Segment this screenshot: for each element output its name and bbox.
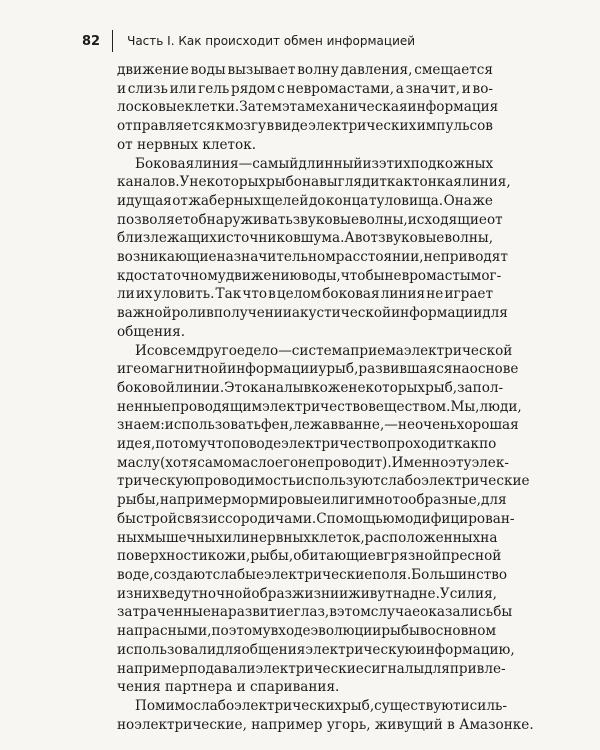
- text-line: затраченные на развитие глаз, в этом случае оказались бы: [117, 604, 513, 621]
- text-line: трическую проводимость используют слабоэлектрические: [117, 473, 530, 490]
- text-line: ных мышечных или нервных клеток, расположенных на: [117, 529, 498, 546]
- running-title: Часть I. Как происходит обмен информацией: [127, 34, 416, 48]
- text-line: боковой линии. Это каналы в коже некоторых рыб, запол-: [117, 379, 504, 396]
- text-line: к достаточному движению воды, чтобы невромасты мог-: [117, 267, 502, 284]
- text-line: важной роли в получении акустической информации для: [117, 305, 508, 322]
- text-line: знаем: использовать фен, лежа в ванне, — не очень хорошая: [117, 417, 519, 434]
- paragraph: [117, 61, 499, 155]
- text-line: ли их уловить. Так что в целом боковая линия не играет: [117, 286, 493, 303]
- text-line: воде, создают слабые электрические поля. Большинство: [117, 566, 508, 583]
- text-line: ненные проводящим электричество веществом. Мы, люди,: [117, 398, 522, 415]
- text-line: например подавали электрические сигналы для привле-: [117, 660, 506, 677]
- text-line: напрасными, поэтому в ходе эволюции рыбы в основном: [117, 623, 497, 640]
- text-line: поверхности кожи, рыбы, обитающие в грязной пресной: [117, 548, 502, 565]
- text-line: возникающие на значительном расстоянии, не приводят: [117, 249, 508, 266]
- text-line: из них ведут ночной образ жизни и живут на дне. Усилия,: [117, 585, 497, 602]
- text-line: позволяет обнаруживать звуковые волны, исходящие от: [117, 211, 503, 228]
- text-line: Боковая линия — самый длинный из этих подкожных: [135, 155, 494, 172]
- text-line: И совсем другое дело — система приема электрической: [135, 342, 513, 359]
- text-line: идея, потому что по воде электричество проходит как по: [117, 436, 497, 453]
- text-line: движение воды вызывает волну давления, смещается: [117, 62, 493, 78]
- text-line: близлежащих источников шума. А вот звуковые волны,: [117, 230, 494, 247]
- text-line: от нервных клеток.: [117, 136, 257, 153]
- text-line: и геомагнитной информации у рыб, развившаяся на основе: [117, 361, 519, 378]
- text-line: ноэлектрические, например угорь, живущий в Амазонке.: [117, 716, 534, 733]
- text-line: Помимо слабоэлектрических рыб, существуют и силь-: [135, 697, 507, 714]
- text-line: отправляется к мозгу в виде электрических импульсов: [117, 118, 493, 135]
- text-line: и слизь или гель рядом с невромастами, а значит, и во-: [117, 80, 493, 97]
- text-line: каналов. У некоторых рыб она выглядит как тонкая линия,: [117, 174, 511, 191]
- text-line: рыбы, например мормировые или гимнотообразные, для: [117, 492, 507, 509]
- text-line: лосковые клетки. Затем эта механическая информация: [117, 99, 499, 116]
- text-line: использовали для общения электрическую информацию,: [117, 641, 515, 658]
- body-text: [117, 61, 534, 734]
- text-line: чения партнера и спаривания.: [117, 679, 340, 696]
- text-line: идущая от жаберных щелей до конца туловища. Она же: [117, 192, 493, 209]
- page-number: 82: [82, 33, 101, 49]
- text-line: быстрой связи с сородичами. С помощью модифицирован-: [117, 510, 515, 527]
- paragraph: [117, 342, 530, 697]
- text-line: общения.: [117, 323, 186, 340]
- header-divider: [112, 30, 113, 52]
- text-line: маслу (хотя само масло его не проводит). Именно эту элек-: [117, 454, 509, 471]
- page-header: [82, 30, 560, 52]
- paragraph: [117, 155, 511, 342]
- paragraph: [117, 697, 534, 734]
